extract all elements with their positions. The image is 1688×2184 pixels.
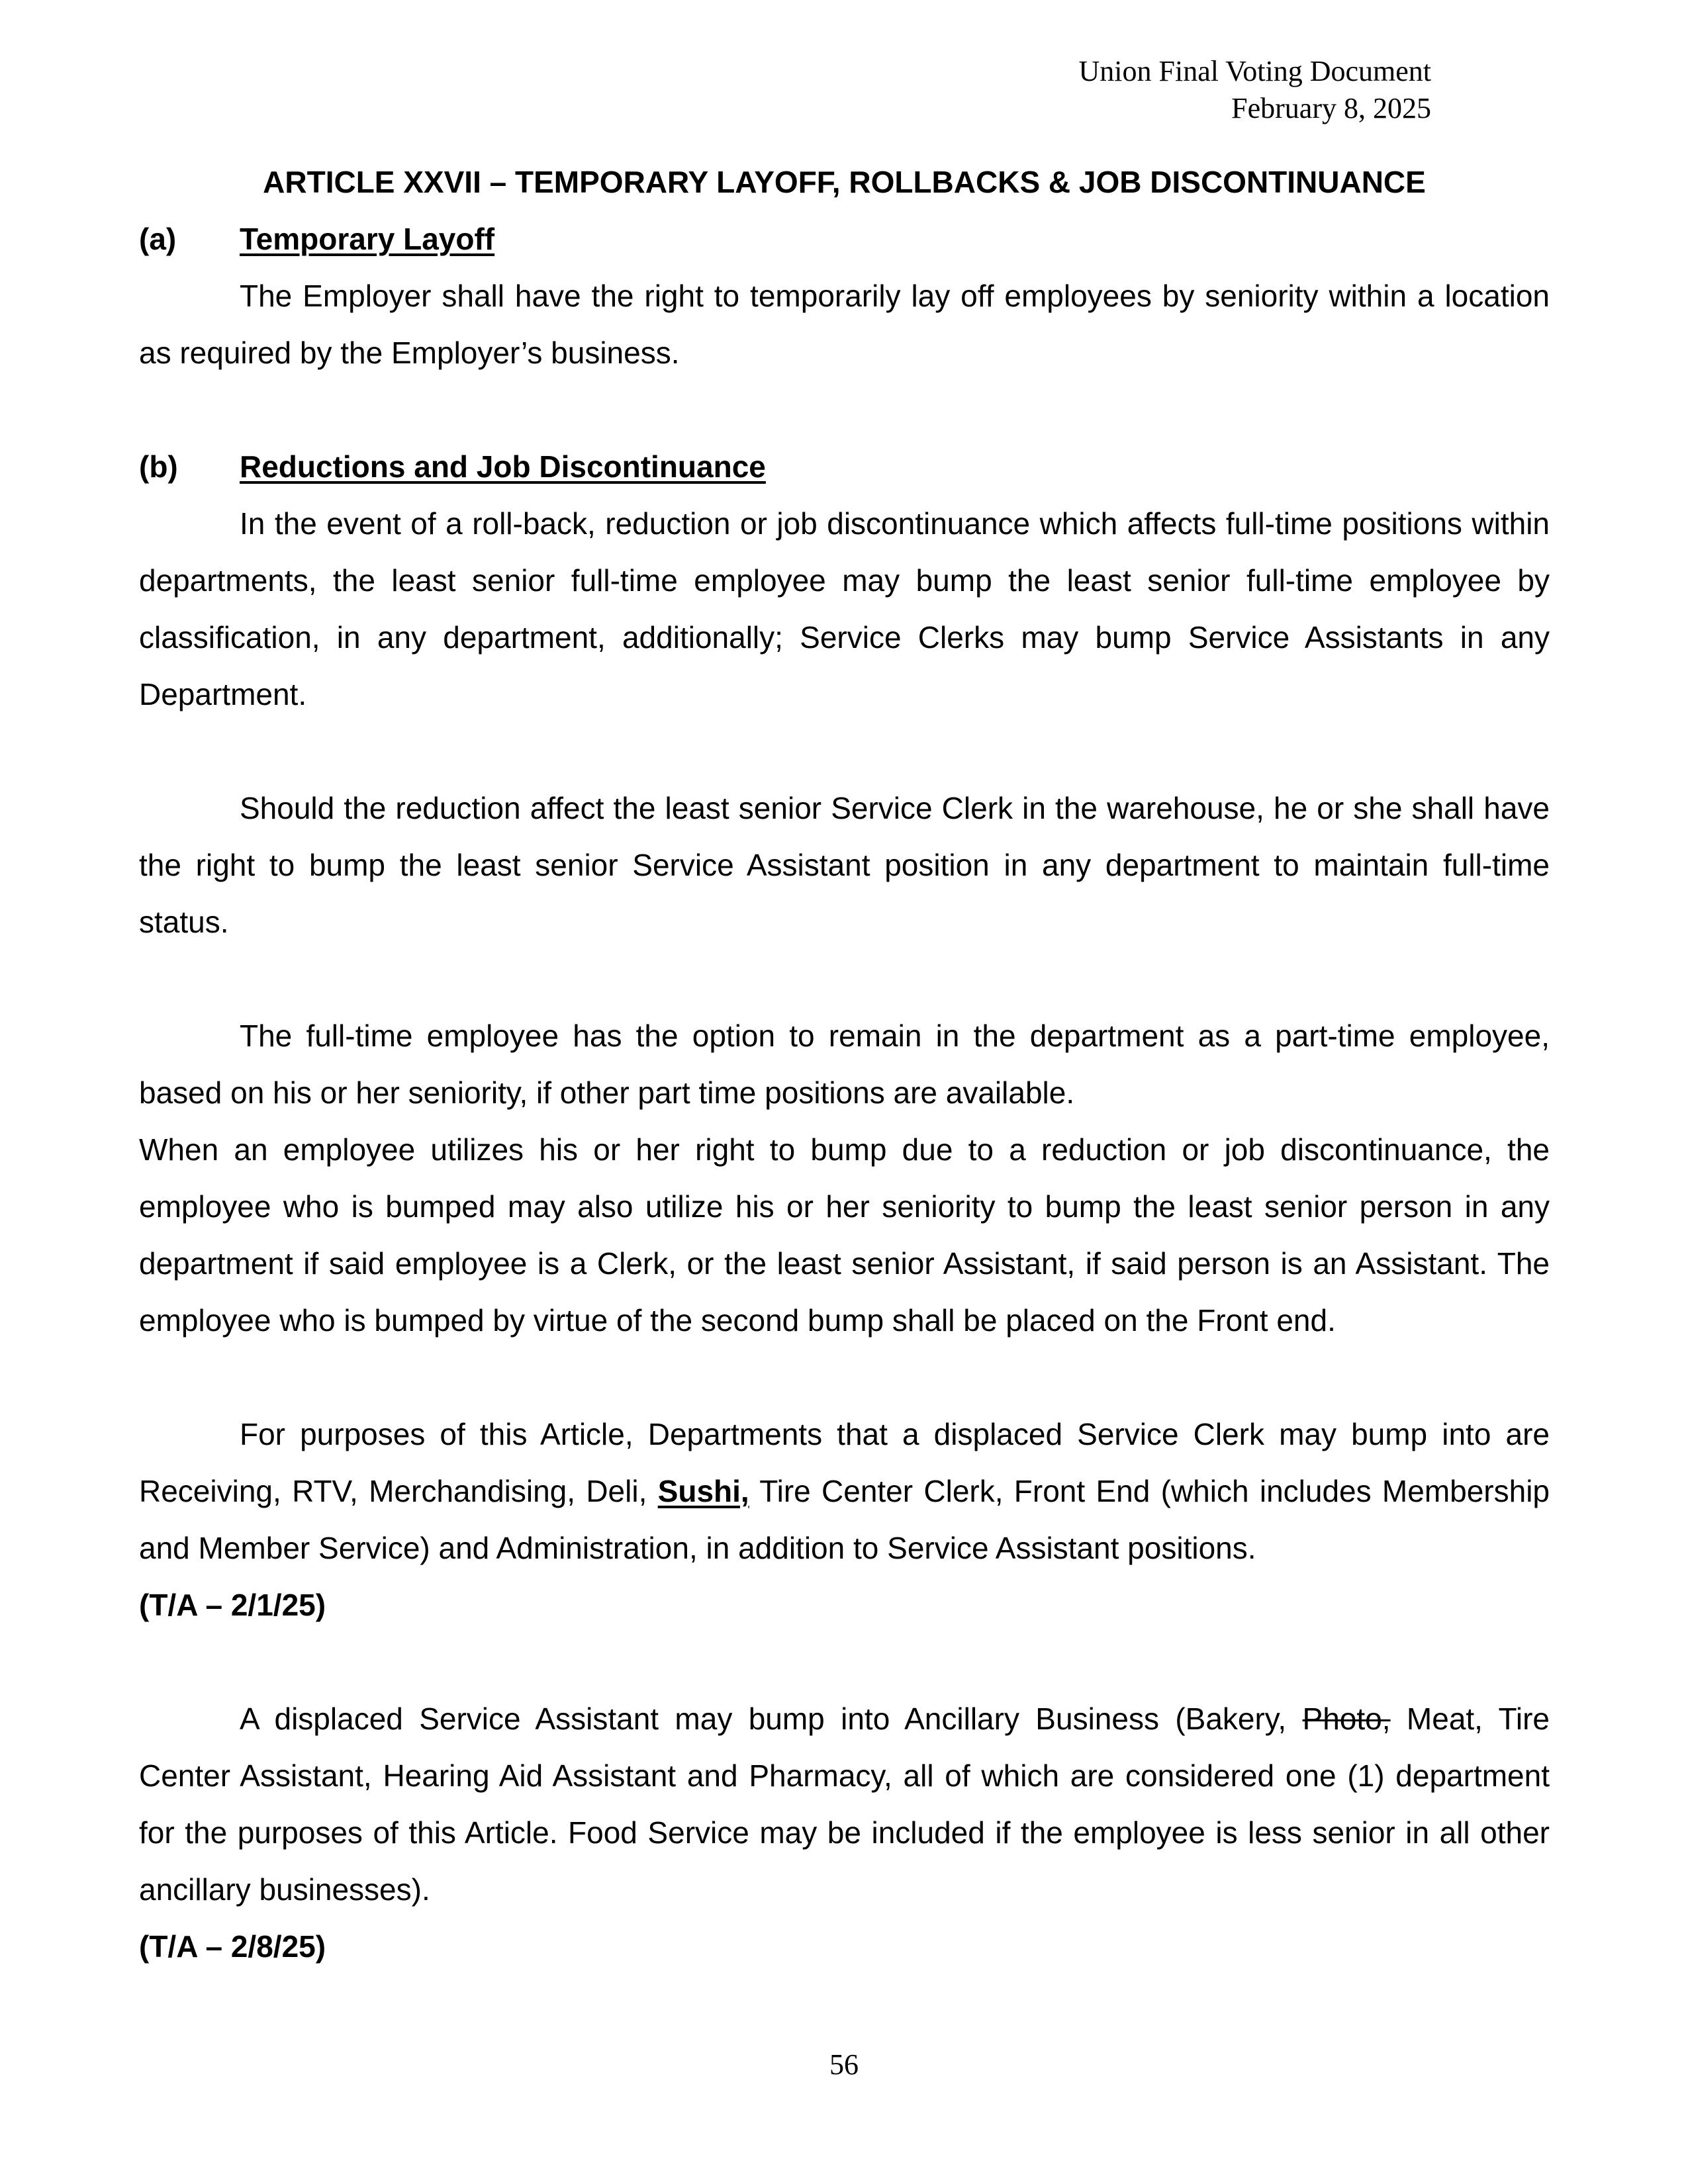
article-title: ARTICLE XXVII – TEMPORARY LAYOFF, ROLLBACKS & JOB DISCONTINUANCE [263, 165, 1426, 199]
page-content [139, 154, 1550, 1975]
header-document-status: Union Final Voting Document [1078, 55, 1431, 87]
section-a-title: Temporary Layoff [240, 222, 495, 256]
section-b-paragraph-6 [139, 1690, 1550, 1918]
section-b-paragraph-3: The full-time employee has the option to remain in the department as a part-time employee, based on his or her seniority, if other part time positions are available. [139, 1019, 1550, 1110]
photo-deletion: Photo, [1302, 1702, 1391, 1736]
section-b-paragraph-4: When an employee utilizes his or her right to bump due to a reduction or job discontinuance, the employee who is bumped may also utilize his or her seniority to bump the least senior person in any department if said employee is a Clerk, or the least senior Assistant, if said person is an Assistant. The employee who is bumped by virtue of the second bump shall be placed on the Front end. [139, 1132, 1550, 1338]
section-b-paragraph-1: In the event of a roll-back, reduction or job discontinuance which affects full-time positions within departments, the least senior full-time employee may bump the least senior full-time employee by classification, in any department, additionally; Service Clerks may bump Service Assistants in any Department. [139, 506, 1550, 711]
section-b-heading [139, 438, 1550, 495]
section-b-paragraph-2: Should the reduction affect the least senior Service Clerk in the warehouse, he or she shall have the right to bump the least senior Service Assistant position in any department to maintain full-time status. [139, 791, 1550, 939]
paragraph-6-text-start: A displaced Service Assistant may bump into Ancillary Business (Bakery, [240, 1702, 1287, 1736]
spacer [139, 1349, 1550, 1406]
paragraph-5-text-start: For purposes of this Article, Departments that a displaced Service Clerk may bump into are Receiving, RTV, Merchandising, Deli, [139, 1417, 1550, 1508]
tentative-agreement-2: (T/A – 2/8/25) [139, 1929, 326, 1964]
header-date: February 8, 2025 [1231, 92, 1431, 124]
document-header [1079, 53, 1432, 127]
page-number: 56 [829, 2048, 859, 2081]
section-b-letter: (b) [139, 449, 178, 484]
spacer [139, 950, 1550, 1007]
section-a-letter: (a) [139, 222, 177, 256]
tentative-agreement-1: (T/A – 2/1/25) [139, 1588, 326, 1622]
spacer [139, 723, 1550, 780]
section-a-heading [139, 210, 1550, 267]
paragraph-5-text-end: Tire Center Clerk, Front End (which includes Membership and Member Service) and Administration, in addition to Service Assistant positions. [139, 1474, 1550, 1565]
spacer [139, 381, 1550, 438]
sushi-insertion: Sushi, [657, 1474, 749, 1508]
section-a-paragraph: The Employer shall have the right to temporarily lay off employees by seniority within a location as required by the Employer’s business. [139, 279, 1550, 370]
section-b-paragraph-5 [139, 1406, 1550, 1576]
section-b-title: Reductions and Job Discontinuance [240, 449, 766, 484]
paragraph-6-text-end: Meat, Tire Center Assistant, Hearing Aid Assistant and Pharmacy, all of which are considered one (1) department for the purposes of this Article. Food Service may be included if the employee is less senior in all other ancillary businesses). [139, 1702, 1550, 1907]
spacer [139, 1633, 1550, 1690]
